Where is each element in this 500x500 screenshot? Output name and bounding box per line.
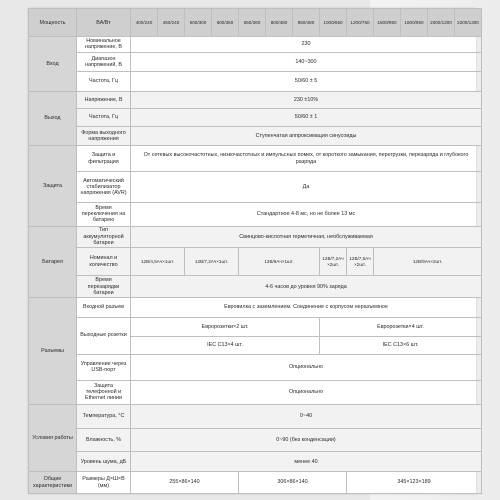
param-value: Евровилка с заземлением. Соединение с корпусом неразъемное bbox=[131, 297, 482, 317]
param-value: Опционально bbox=[131, 354, 482, 380]
model-header: 1000/650 bbox=[320, 9, 347, 37]
param-value: Свинцово-кислотная герметичная, необслуживаемая bbox=[131, 226, 482, 247]
outlet-value: Евророзетки×4 шт. bbox=[320, 317, 482, 337]
model-header: 650/360 bbox=[239, 9, 266, 37]
param-label: Размеры Д×Ш×В (мм) bbox=[77, 472, 131, 494]
param-value: 50/60 ± 1 bbox=[131, 109, 482, 126]
battery-value: 12В/9Ач×2шт. bbox=[374, 247, 482, 275]
spec-sheet bbox=[28, 8, 479, 494]
model-header: 400/240 bbox=[131, 9, 158, 37]
param-value: 0~90 (без конденсации) bbox=[131, 428, 482, 452]
param-value: 140~300 bbox=[131, 52, 482, 72]
param-label: Входной разъем bbox=[77, 297, 131, 317]
model-header: 800/480 bbox=[266, 9, 293, 37]
param-label: Тип аккумуляторной батареи bbox=[77, 226, 131, 247]
param-value: 230 bbox=[131, 37, 482, 52]
model-header: 1200/750 bbox=[347, 9, 374, 37]
outlet-value: IEC C13×6 шт. bbox=[320, 337, 482, 354]
battery-value: 12В/7,2Ач ×2шт. bbox=[320, 247, 347, 275]
model-header: 600/360 bbox=[212, 9, 239, 37]
param-label: Частота, Гц bbox=[77, 109, 131, 126]
header-row bbox=[29, 9, 482, 37]
param-label: Напряжение, В bbox=[77, 91, 131, 108]
outlet-value: Евророзетки×2 шт. bbox=[131, 317, 320, 337]
dimension-value: 345×123×189 bbox=[347, 472, 482, 494]
group-output: Выход bbox=[29, 91, 77, 145]
battery-value: 12В/9Ач×1шт. bbox=[239, 247, 320, 275]
param-value: 230 ±10% bbox=[131, 91, 482, 108]
battery-value: 12В/7,5Ач ×2шт. bbox=[347, 247, 374, 275]
param-label: Температура, °С bbox=[77, 404, 131, 428]
param-label: Номинальное напряжение, В bbox=[77, 37, 131, 52]
model-header: 850/480 bbox=[293, 9, 320, 37]
battery-value: 12В/4,5Ач×1шт. bbox=[131, 247, 185, 275]
battery-value: 12В/7,2Ач×1шт. bbox=[185, 247, 239, 275]
param-value: Опционально bbox=[131, 380, 482, 404]
param-label: Выходные розетки bbox=[77, 317, 131, 354]
model-header: 2000/1200 bbox=[428, 9, 455, 37]
dimension-value: 306×86×140 bbox=[239, 472, 347, 494]
param-label: Защита и фильтрация bbox=[77, 146, 131, 172]
model-header: 1800/950 bbox=[401, 9, 428, 37]
power-header: Мощность bbox=[29, 9, 77, 37]
outlet-value: IEC C13×4 шт. bbox=[131, 337, 320, 354]
param-label: Частота, Гц bbox=[77, 72, 131, 92]
param-value: От сетевых высокочастотных, низкочастотных и импульсных помех, от короткого замыкания, перегрузки, перезаряда и глубокого разряда bbox=[131, 146, 482, 172]
model-header: 500/300 bbox=[185, 9, 212, 37]
param-value: Ступенчатая аппроксимация синусоиды bbox=[131, 126, 482, 146]
param-label: Защита телефонной и Ethernet линии bbox=[77, 380, 131, 404]
model-header: 2200/1300 bbox=[455, 9, 482, 37]
param-value: 50/60 ± 5 bbox=[131, 72, 482, 92]
model-header: 450/240 bbox=[158, 9, 185, 37]
param-label: Автоматический стабилизатор напряжения (AVR) bbox=[77, 172, 131, 202]
spec-table bbox=[28, 8, 482, 494]
param-value: менее 40 bbox=[131, 452, 482, 472]
group-battery: Батарея bbox=[29, 226, 77, 297]
group-input: Вход bbox=[29, 37, 77, 91]
group-environment: Условия работы bbox=[29, 404, 77, 471]
group-protection: Защита bbox=[29, 146, 77, 227]
param-value: Стандартное 4-8 мс, но не более 13 мс bbox=[131, 202, 482, 226]
param-label: Форма выходного напряжения bbox=[77, 126, 131, 146]
model-header: 1500/950 bbox=[374, 9, 401, 37]
param-label: Номинал и количество bbox=[77, 247, 131, 275]
param-value: 4-6 часов до уровня 90% заряда bbox=[131, 276, 482, 298]
param-value: 0~40 bbox=[131, 404, 482, 428]
group-general: Общие характеристики bbox=[29, 472, 77, 494]
param-label: Время перезарядки батареи bbox=[77, 276, 131, 298]
param-label: Управление через USB-порт bbox=[77, 354, 131, 380]
param-value: Да bbox=[131, 172, 482, 202]
param-label: Диапазон напряжений, В bbox=[77, 52, 131, 72]
param-label: Влажность, % bbox=[77, 428, 131, 452]
param-label: Уровень шума, дБ bbox=[77, 452, 131, 472]
unit-header: ВА/Вт bbox=[77, 9, 131, 37]
group-connectors: Разъемы bbox=[29, 297, 77, 404]
dimension-value: 255×86×140 bbox=[131, 472, 239, 494]
param-label: Время переключения на батарею bbox=[77, 202, 131, 226]
